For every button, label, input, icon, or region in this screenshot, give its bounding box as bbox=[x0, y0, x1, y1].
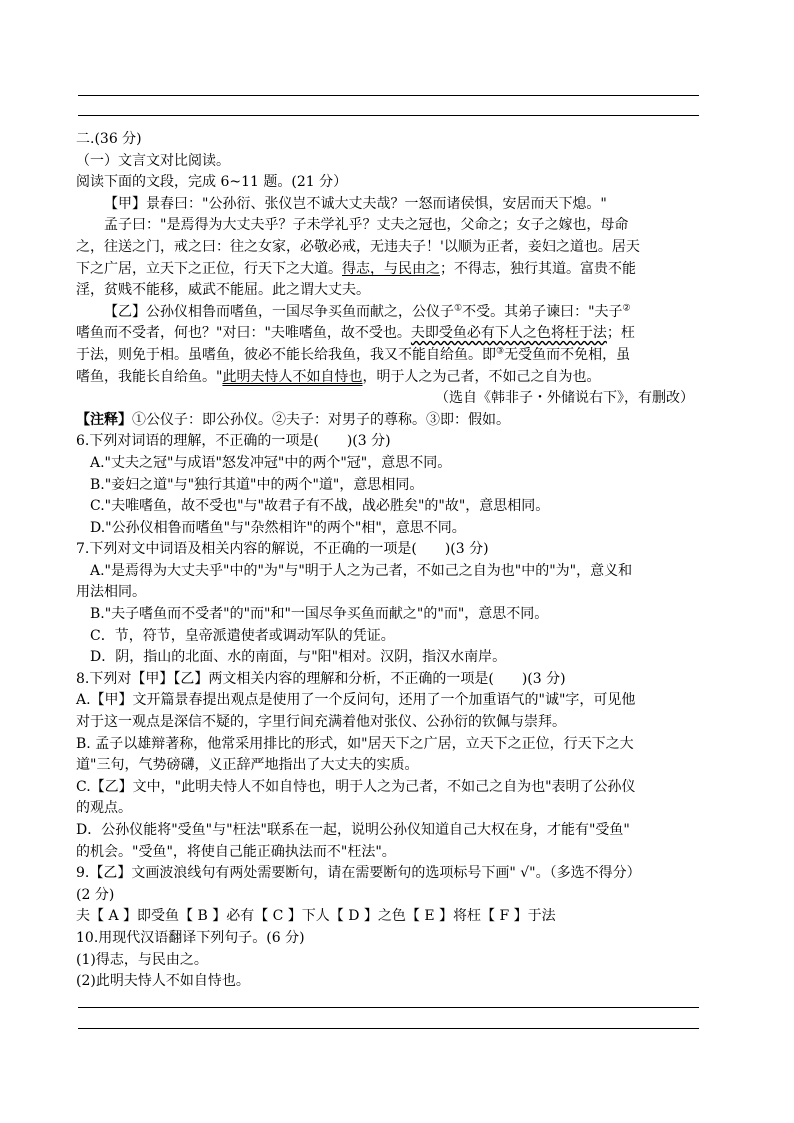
underlined-sentence: 此明夫恃人不如自恃也 bbox=[222, 368, 363, 385]
text-run: 下之广居，立天下之正位，行天下之大道。 bbox=[76, 260, 342, 277]
bottom-rule-1 bbox=[78, 1007, 699, 1008]
q8-stem: 8.下列对【甲】【乙】两文相关内容的理解和分析，不正确的一项是( )(3 分) bbox=[76, 670, 566, 687]
text-run: ；不得志，独行其道。富贵不能 bbox=[440, 260, 636, 277]
passage-b-line-1 bbox=[76, 302, 702, 324]
q6-option-d: D."公孙仪相鲁而嗜鱼"与"杂然相许"的两个"相"，意思不同。 bbox=[90, 519, 466, 536]
text-run: 嗜鱼而不受者，何也？"对曰："夫唯嗜鱼，故不受也。 bbox=[76, 325, 411, 342]
q6-stem: 6.下列对词语的理解，不正确的一项是( )(3 分) bbox=[76, 433, 391, 450]
q6-option-a: A."丈夫之冠"与成语"怒发冲冠"中的两个"冠"，意思不同。 bbox=[90, 454, 452, 471]
q6-option-c: C."夫唯嗜鱼，故不受也"与"故君子有不战，战必胜矣"的"故"，意思相同。 bbox=[90, 498, 550, 515]
q7-option-d: D．阴，指山的北面、水的南面，与"阳"相对。汉阴，指汉水南岸。 bbox=[90, 649, 507, 666]
q7-option-a-line-2: 用法相同。 bbox=[76, 584, 146, 601]
document-page bbox=[76, 129, 702, 993]
q10-stem: 10.用现代汉语翻译下列句子。(6 分) bbox=[76, 929, 305, 946]
notes bbox=[76, 410, 702, 432]
q9-stem-line-1: 9.【乙】文画波浪线句有两处需要断句，请在需要断句的选项标号下画" √"。（多选不得分） bbox=[76, 865, 641, 882]
text-run: 不受。其弟子谏曰："夫子 bbox=[462, 303, 623, 320]
passage-b-line-3 bbox=[76, 345, 702, 367]
passage-b-line-2 bbox=[76, 323, 702, 345]
text-run: ；枉 bbox=[606, 325, 635, 342]
q9-options: 夫【 A 】即受鱼【 B 】必有【 C 】下人【 D 】之色【 E 】将枉【 F 】于法 bbox=[76, 908, 556, 925]
q8-option-d-line-1: D．公孙仪能将"受鱼"与"枉法"联系在一起，说明公孙仪知道自己大权在身，才能有"受鱼" bbox=[76, 822, 630, 838]
q8-option-a-line-1: A.【甲】文开篇景春提出观点是使用了一个反问句，还用了一个加重语气的"诚"字，可见他 bbox=[76, 692, 636, 709]
text-run: 【乙】公孙仪相鲁而嗜鱼，一国尽争买鱼而献之，公仪子 bbox=[104, 303, 454, 320]
passage-a-line-3: 之，往送之门，戒之曰：往之女家，必敬必戒，无违夫子！'以顺为正者，妾妇之道也。居天 bbox=[76, 238, 640, 255]
q7-option-c: C．节，符节，皇帝派遣使者或调动军队的凭证。 bbox=[90, 627, 395, 644]
passage-a-line-4 bbox=[76, 259, 702, 281]
passage-source: （选自《韩非子・外储说右下》，有删改） bbox=[435, 390, 694, 407]
q8-option-c-line-2: 的观点。 bbox=[76, 800, 132, 817]
q10-item-1: (1)得志，与民由之。 bbox=[76, 951, 208, 968]
q10-item-2: (2)此明夫恃人不如自恃也。 bbox=[76, 973, 250, 990]
text-run: 无受鱼而不免相，虽 bbox=[504, 346, 631, 363]
note-marker: ③ bbox=[496, 346, 505, 357]
q7-option-a-line-1: A."是焉得为大丈夫乎"中的"为"与"明于人之为己者，不如己之自为也"中的"为"，意义和 bbox=[90, 562, 633, 579]
notes-text: ①公仪子：即公孙仪。②夫子：对男子的尊称。③即：假如。 bbox=[132, 411, 510, 428]
q8-option-b-line-1: B. 孟子以雄辩著称，他常采用排比的形式，如"居天下之广居，立天下之正位，行天下之大 bbox=[76, 735, 634, 752]
text-run: 于法，则免于相。虽嗜鱼，彼必不能长给我鱼，我又不能自给鱼。即 bbox=[76, 346, 496, 363]
top-rule-1 bbox=[78, 95, 699, 96]
q8-option-c-line-1: C.【乙】文中，"此明夫恃人不如自恃也，明于人之为己者，不如己之自为也"表明了公孙仪 bbox=[76, 778, 636, 795]
underlined-sentence: 得志，与民由之 bbox=[342, 260, 440, 277]
q8-option-b-line-2: 道"三句，气势磅礴，义正辞严地指出了大丈夫的实质。 bbox=[76, 757, 419, 774]
q9-stem-line-2: (2 分) bbox=[76, 886, 115, 903]
q8-option-a-line-2: 对于这一观点是深信不疑的，字里行间充满着他对张仪、公孙衍的钦佩与崇拜。 bbox=[76, 714, 566, 731]
passage-a-line-5: 淫，贫贱不能移，威武不能屈。此之谓大丈夫。 bbox=[76, 282, 370, 299]
section-header: 二.(36 分) bbox=[76, 131, 142, 147]
subsection-header: （一）文言文对比阅读。 bbox=[76, 152, 230, 169]
text-run: ，明于人之为己者，不如己之自为也。 bbox=[362, 368, 601, 385]
bottom-rule-2 bbox=[78, 1028, 699, 1029]
passage-b-line-4 bbox=[76, 367, 702, 389]
notes-label: 【注释】 bbox=[76, 411, 132, 428]
instruction: 阅读下面的文段，完成 6~11 题。(21 分） bbox=[76, 174, 348, 191]
q6-option-b: B."妾妇之道"与"独行其道"中的两个"道"，意思相同。 bbox=[90, 476, 424, 493]
q7-stem: 7.下列对文中词语及相关内容的解说，不正确的一项是( )(3 分) bbox=[76, 541, 489, 558]
note-marker: ① bbox=[454, 303, 463, 314]
passage-a-line-1: 【甲】景春曰："公孙衍、张仪岂不诚大丈夫哉？一怒而诸侯惧，安居而天下熄。" bbox=[104, 195, 607, 212]
passage-a-line-2: 孟子曰："是焉得为大丈夫乎？子未学礼乎？丈夫之冠也，父命之；女子之嫁也，母命 bbox=[104, 217, 629, 234]
top-rule-2 bbox=[78, 115, 699, 116]
note-marker: ② bbox=[622, 303, 631, 314]
text-run: 嗜鱼，我能长自给鱼。" bbox=[76, 368, 223, 385]
wavy-underlined-sentence: 夫即受鱼必有下人之色将枉于法 bbox=[410, 325, 607, 342]
q8-option-d-line-2: 的机会。"受鱼"，将使自己能正确执法而不"枉法"。 bbox=[76, 843, 396, 860]
q7-option-b: B."夫子嗜鱼而不受者"的"而"和"一国尽争买鱼而献之"的"而"，意思不同。 bbox=[90, 606, 549, 623]
